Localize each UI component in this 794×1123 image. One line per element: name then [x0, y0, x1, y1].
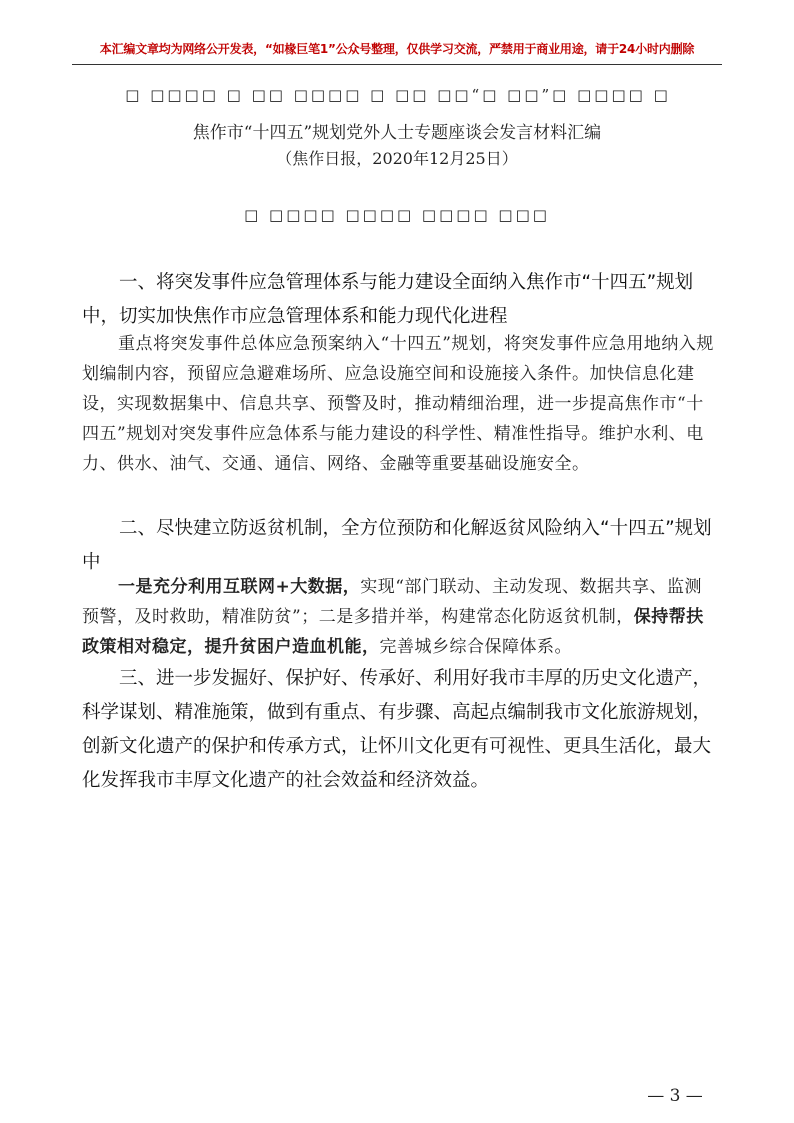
document-source: （焦作日报，2020年12月25日） [276, 149, 518, 168]
section-1-body: 重点将突发事件总体应急预案纳入“十四五”规划，将突发事件应急用地纳入规划编制内容，预留应急避难场所、应急设施空间和设施接入条件。加快信息化建设，实现数据集中、信息共享、预警及时，推动精细治理，进一步提高焦作市“十四五”规划对突发事件应急体系与能力建设的科学性、精准性指导。维护水利、电力、供水、油气、交通、通信、网络、金融等重要基础设施安全。 [82, 334, 714, 474]
header-rule [72, 64, 722, 65]
section-2-heading: 二、尽快建立防返贫机制，全方位预防和化解返贫风险纳入“十四五”规划中 [82, 518, 712, 573]
section-3-paragraph: 三、进一步发掘好、保护好、传承好、利用好我市丰厚的历史文化遗产，科学谋划、精准施策，做到有重点、有步骤、高起点编制我市文化旅游规划，创新文化遗产的保护和传承方式，让怀川文化更有可视性、更具生活化，最大化发挥我市丰厚文化遗产的社会效益和经济效益。 [82, 668, 712, 791]
document-title: 焦作市“十四五”规划党外人士专题座谈会发言材料汇编 [192, 123, 602, 143]
section-2-text-2: 完善城乡综合保障体系。 [379, 637, 572, 657]
section-1-heading: 一、将突发事件应急管理体系与能力建设全面纳入焦作市“十四五”规划中，切实加快焦作市应急管理体系和能力现代化进程 [82, 272, 694, 327]
section-2-bold-2: 保持帮扶政策相对稳定，提升贫困户造血机能， [82, 607, 704, 657]
header-notice: 本汇编文章均为网络公开发表，“如椽巨笔1”公众号整理，仅供学习交流，严禁用于商业用途，请于24小时内删除 [99, 42, 695, 56]
obscured-heading-line: □ □□□□ □ □□ □□□□ □ □□ □□“□ □□”□ □□□□ □ [125, 86, 671, 104]
section-2-bold-1: 一是充分利用互联网+大数据， [118, 577, 361, 597]
section-2-body [82, 572, 718, 662]
page-number: — 3 — [647, 1086, 703, 1106]
obscured-subtitle: □ □□□□ □□□□ □□□□ □□□ [244, 206, 550, 224]
section-2-text-1: 实现“部门联动、主动发现、数据共享、监测预警，及时救助，精准防贫”；二是多措并举，构建常态化防返贫机制， [82, 577, 702, 627]
